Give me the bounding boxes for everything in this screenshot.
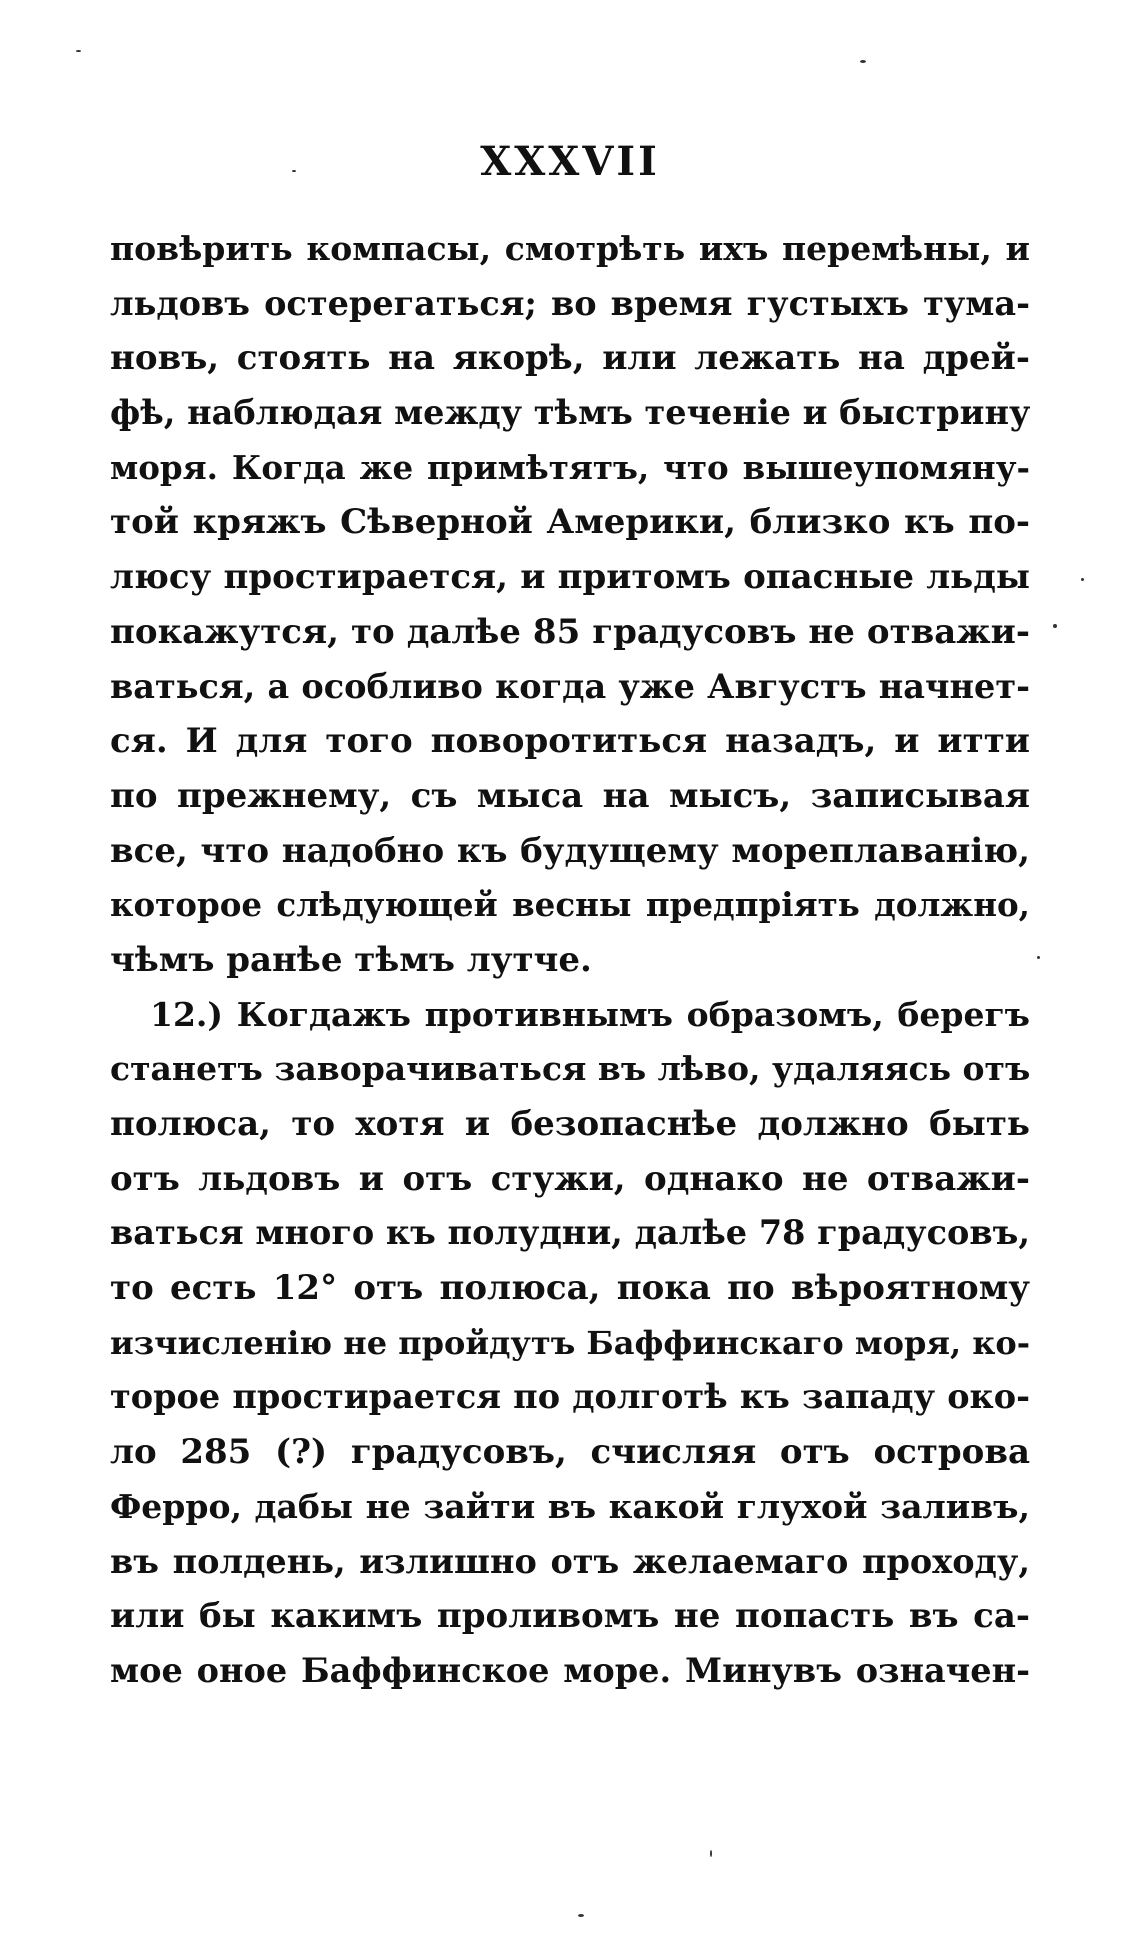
text-line: торое простирается по долготѣ къ западу око- (110, 1377, 1030, 1417)
text-line: станетъ заворачиваться въ лѣво, удаляясь отъ (110, 1049, 1030, 1089)
text-line: мое оное Баффинское море. Минувъ означен- (110, 1650, 1030, 1690)
text-line: ло 285 (?) градусовъ, счисляя отъ острова (110, 1432, 1030, 1473)
scan-speck (1081, 578, 1084, 581)
text-line: льдовъ остерегаться; во время густыхъ тума- (110, 283, 1030, 323)
text-line: отъ льдовъ и отъ стужи, однако не отважи- (110, 1158, 1030, 1199)
text-line: моря. Когда же примѣтятъ, что вышеупомяну- (110, 447, 1030, 487)
body-text (110, 222, 1030, 1699)
text-line: которое слѣдующей весны предпріять должно, (110, 885, 1030, 925)
text-line: все, что надобно къ будущему мореплаванію, (110, 830, 1030, 871)
text-line: фѣ, наблюдая между тѣмъ теченіе и быстрину (110, 393, 1030, 433)
text-line: повѣрить компасы, смотрѣть ихъ перемѣны, и (110, 229, 1030, 268)
scan-speck (76, 50, 81, 52)
page-number-roman: XXXVII (480, 138, 660, 185)
scan-speck (578, 1914, 584, 1917)
text-line: ваться много къ полудни, далѣе 78 градусовъ, (110, 1213, 1030, 1253)
text-line: ваться, а особливо когда уже Августъ начнет- (110, 666, 1030, 706)
text-line: покажутся, то далѣе 85 градусовъ не отважи- (110, 611, 1030, 652)
text-line: въ полдень, излишно отъ желаемаго проходу, (110, 1541, 1030, 1581)
text-line: по прежнему, съ мыса на мысъ, записывая (110, 775, 1030, 816)
scan-speck (860, 60, 866, 63)
text-line: той кряжъ Сѣверной Америки, близко къ по- (110, 502, 1030, 543)
scan-speck (292, 170, 296, 172)
scan-speck (710, 1850, 712, 1857)
text-line: люсу простирается, и притомъ опасные льды (110, 557, 1030, 598)
scan-speck (1037, 956, 1040, 959)
scan-speck (1053, 624, 1057, 628)
text-line: новъ, стоять на якорѣ, или лежать на дрей- (110, 338, 1030, 379)
text-line: полюса, то хотя и безопаснѣе должно быть (110, 1104, 1030, 1144)
text-line: изчисленію не пройдутъ Баффинскаго моря, ко- (110, 1323, 1030, 1362)
text-line: ся. И для того поворотиться назадъ, и итти (110, 721, 1030, 762)
text-line: Ферро, дабы не зайти въ какой глухой заливъ, (110, 1486, 1030, 1526)
text-line-paragraph-start: 12.) Когдажъ противнымъ образомъ, берегъ (150, 994, 1030, 1034)
text-line: то есть 12° отъ полюса, пока по вѣроятному (110, 1268, 1030, 1309)
text-line-paragraph-end: чѣмъ ранѣе тѣмъ лутче. (110, 939, 592, 980)
text-line: или бы какимъ проливомъ не попасть въ са- (110, 1596, 1030, 1637)
